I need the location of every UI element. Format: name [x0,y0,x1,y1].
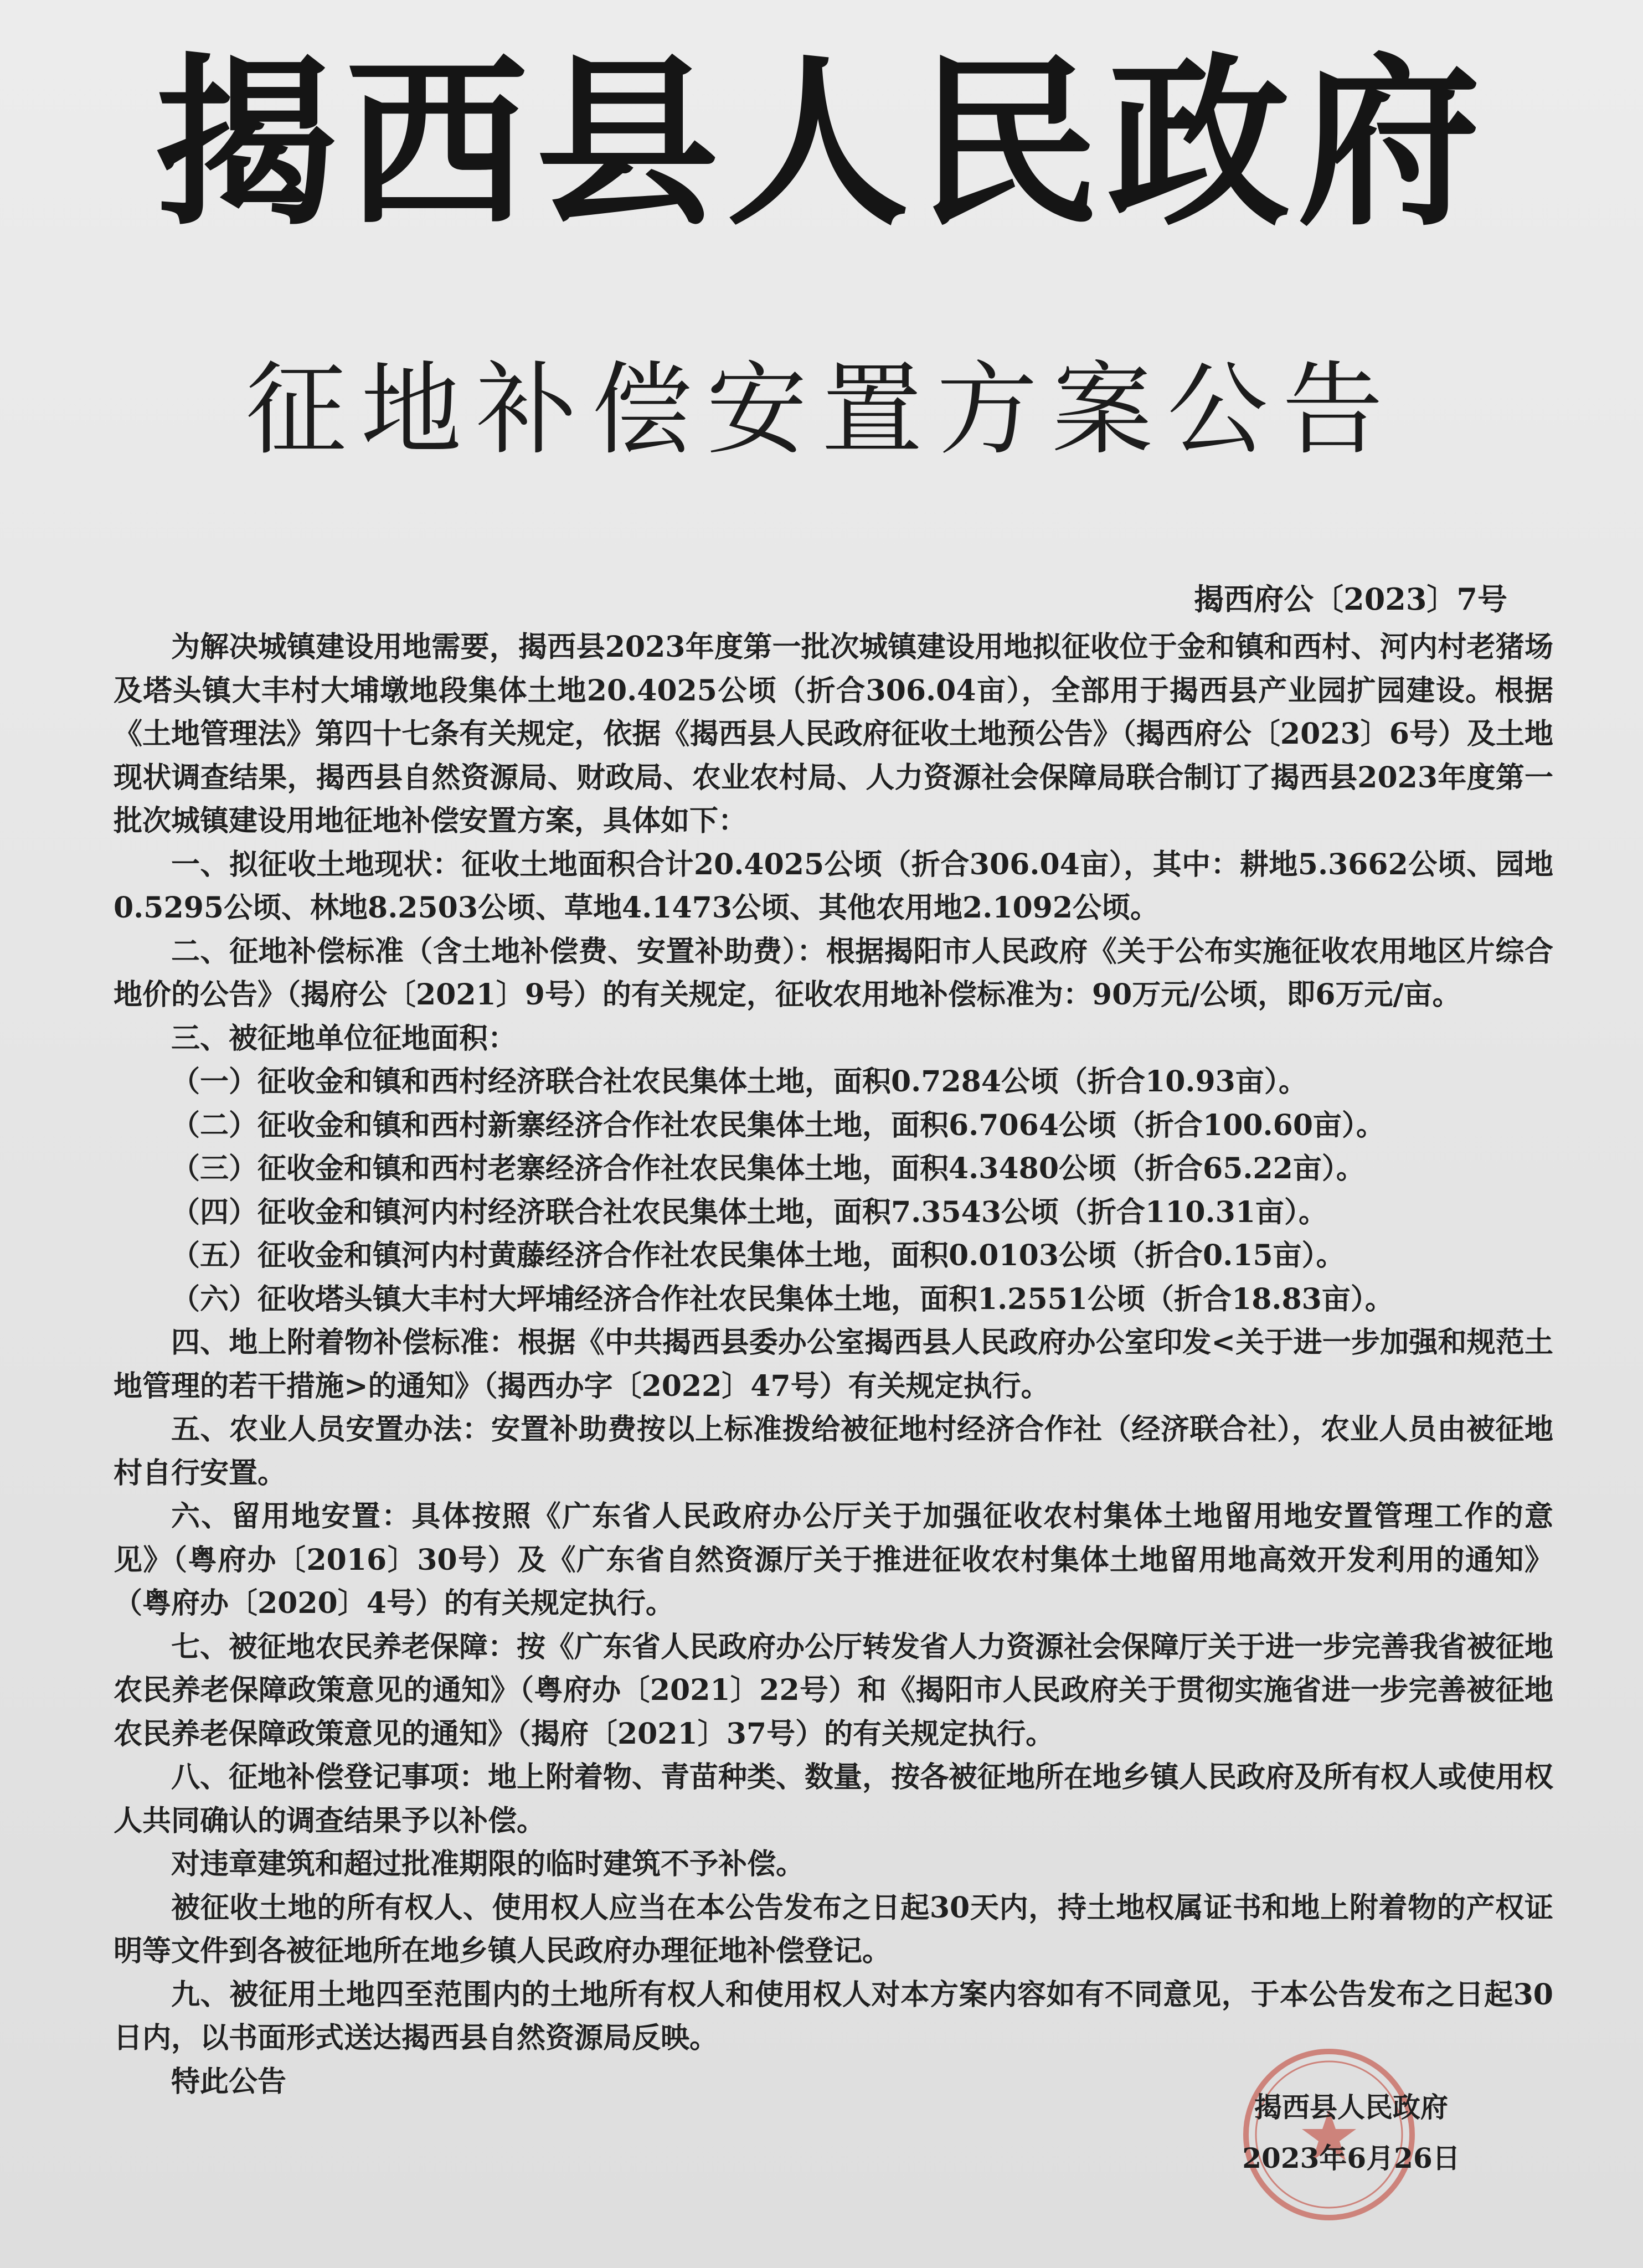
paragraph-pension: 七、被征地农民养老保障：按《广东省人民政府办公厅转发省人力资源社会保障厅关于进一步完善我省被征地农民养老保障政策意见的通知》（粤府办〔2021〕22号）和《揭阳市人民政府关于贯彻实施省进一步完善被征地农民养老保障政策意见的通知》（揭府〔2021〕37号）的有关规定执行。 [114,1630,1554,1751]
paragraph-objections: 九、被征用土地四至范围内的土地所有权人和使用权人对本方案内容如有不同意见，于本公告发布之日起30日内，以书面形式送达揭西县自然资源局反映。 [114,1977,1553,2055]
paragraph-land-area-heading: 三、被征地单位征地面积： [171,1021,517,1055]
paragraph-compensation-standard: 二、征地补偿标准（含土地补偿费、安置补助费）：根据揭阳市人民政府《关于公布实施征收农用地区片综合地价的公告》（揭府公〔2021〕9号）的有关规定，征收农用地补偿标准为：90万元/公顷，即6万元/亩。 [114,934,1553,1012]
list-item: （五）征收金和镇河内村黄藤经济合作社农民集体土地，面积0.0103公顷（折合0.15亩）。 [171,1239,1345,1272]
paragraph-attachment-compensation: 四、地上附着物补偿标准：根据《中共揭西县委办公室揭西县人民政府办公室印发<关于进一步加强和规范土地管理的若干措施>的通知》（揭西办字〔2022〕47号）有关规定执行。 [114,1326,1553,1403]
paragraph-intro: 为解决城镇建设用地需要，揭西县2023年度第一批次城镇建设用地拟征收位于金和镇和西村、河内村老猪场及塔头镇大丰村大埔墩地段集体土地20.4025公顷（折合306.04亩），全部用于揭西县产业园扩园建设。根据《土地管理法》第四十七条有关规定，依据《揭西县人民政府征收土地预公告》（揭西府公〔2023〕6号）及土地现状调查结果，揭西县自然资源局、财政局、农业农村局、人力资源社会保障局联合制订了揭西县2023年度第一批次城镇建设用地征地补偿安置方案，具体如下： [114,630,1553,838]
paragraph-registration-deadline: 被征收土地的所有权人、使用权人应当在本公告发布之日起30天内，持土地权属证书和地上附着物的产权证明等文件到各被征地所在地乡镇人民政府办理征地补偿登记。 [114,1890,1553,1968]
signature-issuer: 揭西县人民政府 [1254,2091,1448,2123]
signature-date: 2023年6月26日 [1242,2142,1460,2174]
paragraph-illegal-buildings: 对违章建筑和超过批准期限的临时建筑不予补偿。 [171,1847,805,1881]
list-item: （二）征收金和镇和西村新寨经济合作社农民集体土地，面积6.7064公顷（折合100.60亩）。 [171,1108,1386,1142]
document-number: 揭西府公〔2023〕7号 [1194,581,1507,617]
paragraph-resettlement: 五、农业人员安置办法：安置补助费按以上标准拨给被征地村经济合作社（经济联合社），农业人员由被征地村自行安置。 [114,1413,1553,1490]
issuer-heading: 揭西县人民政府 [154,38,1489,250]
paragraph-land-status: 一、拟征收土地现状：征收土地面积合计20.4025公顷（折合306.04亩），其中：耕地5.3662公顷、园地0.5295公顷、林地8.2503公顷、草地4.1473公顷、其他农用地2.1092公顷。 [114,847,1553,925]
paragraph-reserved-land: 六、留用地安置：具体按照《广东省人民政府办公厅关于加强征收农村集体土地留用地安置管理工作的意见》（粤府办〔2016〕30号）及《广东省自然资源厅关于推进征收农村集体土地留用地高效开发利用的通知》（粤府办〔2020〕4号）的有关规定执行。 [114,1499,1553,1620]
list-item: （四）征收金和镇河内村经济联合社农民集体土地，面积7.3543公顷（折合110.31亩）。 [171,1195,1328,1229]
list-item: （三）征收金和镇和西村老寨经济合作社农民集体土地，面积4.3480公顷（折合65.22亩）。 [171,1152,1365,1185]
notice-title: 征地补偿安置方案公告 [245,351,1398,468]
list-item: （六）征收塔头镇大丰村大坪埔经济合作社农民集体土地，面积1.2551公顷（折合18.83亩）。 [171,1282,1394,1316]
paragraph-closing: 特此公告 [171,2064,287,2099]
paragraph-registration: 八、征地补偿登记事项：地上附着物、青苗种类、数量，按各被征地所在地乡镇人民政府及所有权人或使用权人共同确认的调查结果予以补偿。 [114,1760,1554,1838]
list-item: （一）征收金和镇和西村经济联合社农民集体土地，面积0.7284公顷（折合10.93亩）。 [171,1065,1307,1099]
signature-block [1224,2082,1479,2184]
notice-body [114,626,1553,2104]
